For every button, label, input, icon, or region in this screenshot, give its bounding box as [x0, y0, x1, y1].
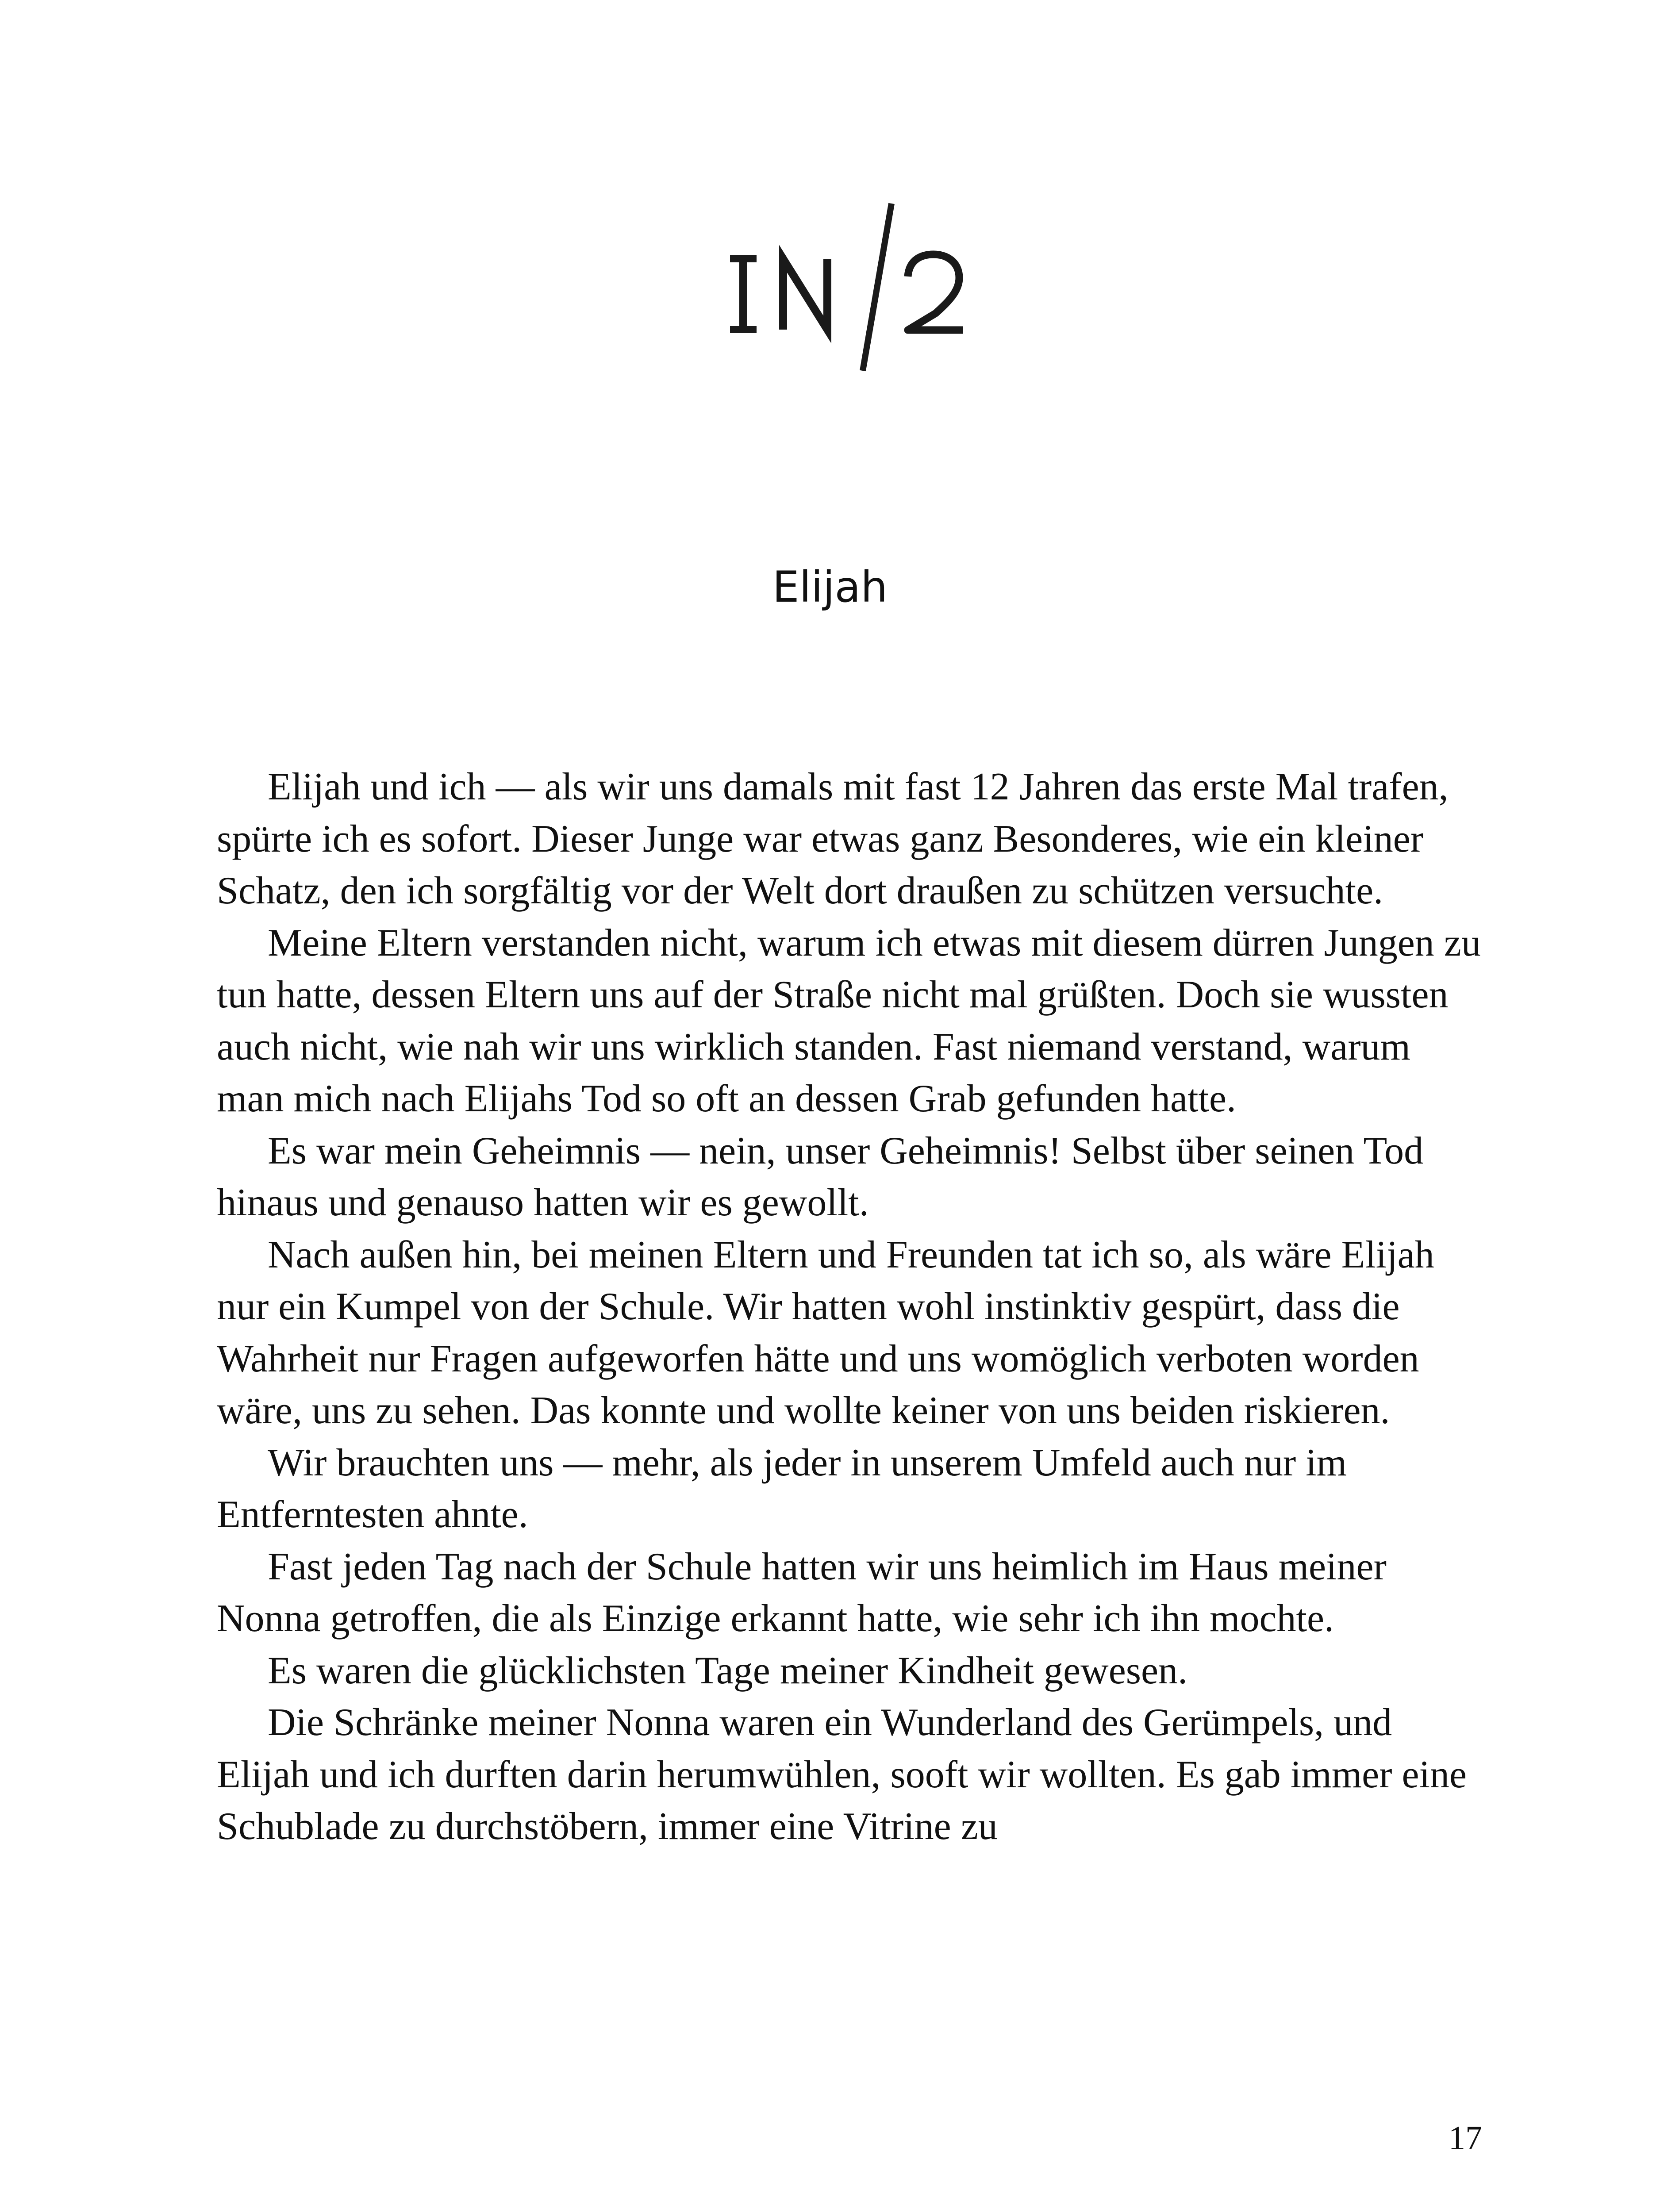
paragraph: Meine Eltern verstanden nicht, warum ich etwas mit diesem dürren Jungen zu tun hatte, dessen Eltern uns auf der Straße nicht mal grüßten. Doch sie wussten auch nicht, wie nah wir uns wirklich standen. Fast niemand verstand, warum man mich nach Elijahs Tod so oft an dessen Grab gefunden hatte.	[217, 921, 1481, 1120]
body-text	[217, 761, 1482, 1853]
in2-logo	[717, 195, 973, 380]
page-number: 17	[1449, 2120, 1482, 2157]
paragraph: Elijah und ich — als wir uns damals mit fast 12 Jahren das erste Mal trafen, spürte ich es sofort. Dieser Junge war etwas ganz Besonderes, wie ein kleiner Schatz, den ich sorgfältig vor der Welt dort draußen zu schützen versuchte.	[217, 765, 1449, 912]
chapter-title: Elijah	[772, 562, 888, 612]
paragraph: Fast jeden Tag nach der Schule hatten wir uns heimlich im Haus meiner Nonna getroffen, die als Einzige erkannt hatte, wie sehr ich ihn mochte.	[217, 1545, 1387, 1640]
in2-logo-graphic	[717, 195, 973, 380]
paragraph: Es waren die glücklichsten Tage meiner Kindheit gewesen.	[268, 1649, 1188, 1692]
paragraph: Es war mein Geheimnis — nein, unser Geheimnis! Selbst über seinen Tod hinaus und genauso hatten wir es gewollt.	[217, 1129, 1424, 1224]
paragraph: Die Schränke meiner Nonna waren ein Wunderland des Gerümpels, und Elijah und ich durften darin herumwühlen, sooft wir wollten. Es gab immer eine Schublade zu durchstöbern, immer eine Vitrine zu	[217, 1701, 1467, 1848]
paragraph: Nach außen hin, bei meinen Eltern und Freunden tat ich so, als wäre Elijah nur ein Kumpel von der Schule. Wir hatten wohl instinktiv gespürt, dass die Wahrheit nur Fragen aufgeworfen hätte und uns womöglich verboten worden wäre, uns zu sehen. Das konnte und wollte keiner von uns beiden riskieren.	[217, 1233, 1434, 1432]
paragraph: Wir brauchten uns — mehr, als jeder in unserem Umfeld auch nur im Entferntesten ahnte.	[217, 1441, 1347, 1536]
